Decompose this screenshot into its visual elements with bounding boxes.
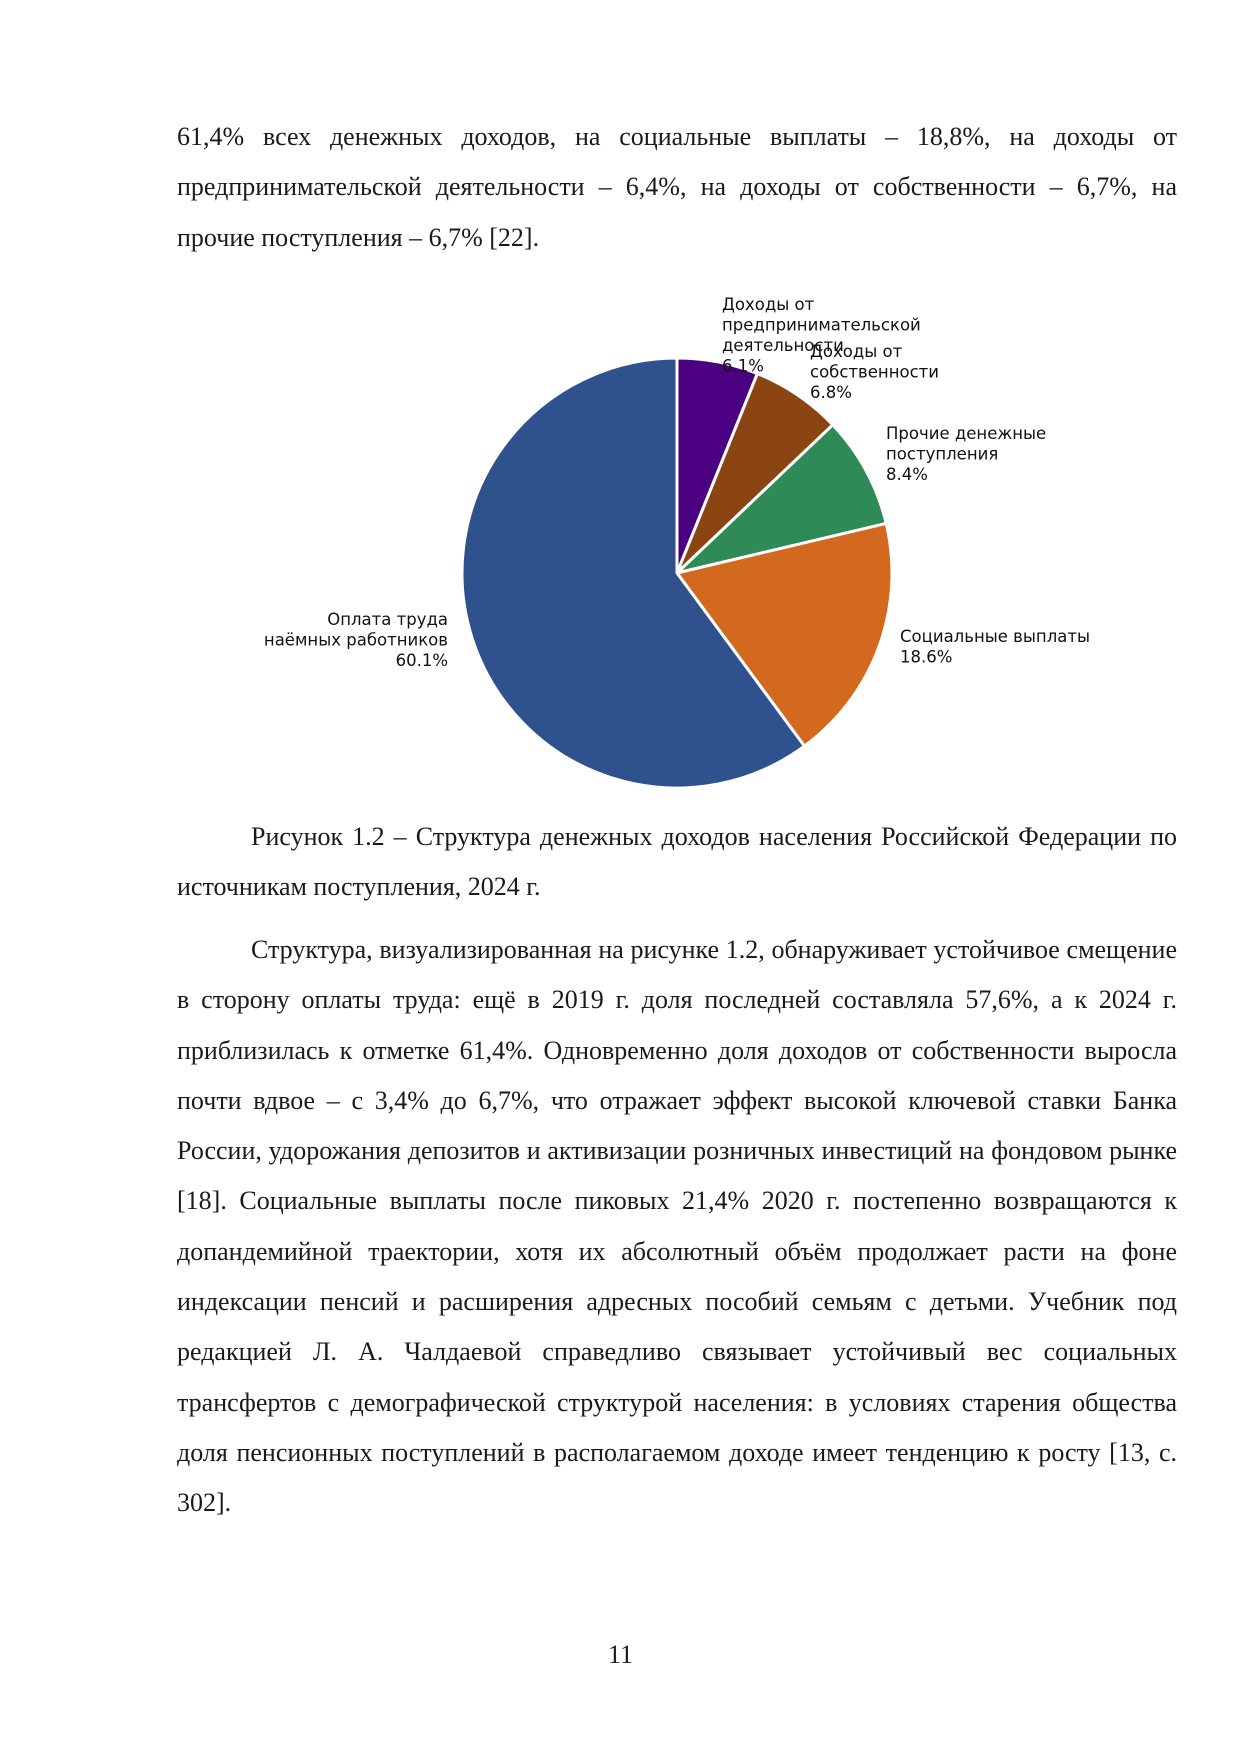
pie-slice-label: Доходы от собственности 6.8%: [810, 342, 939, 402]
pie-slice-label: Оплата труда наёмных работников 60.1%: [263, 610, 448, 670]
pie-slice-label: Прочие денежные поступления 8.4%: [886, 424, 1047, 484]
pie-slice-label: Доходы от предпринимательской деятельности 6.1%: [722, 295, 921, 376]
pie-slice-label: Социальные выплаты 18.6%: [900, 627, 1090, 667]
figure-caption: Рисунок 1.2 – Структура денежных доходов населения Российской Федерации по источникам поступления, 2024 г.: [177, 822, 1177, 902]
income-structure-pie-chart: [0, 280, 1241, 800]
analysis-paragraph: Структура, визуализированная на рисунке 1.2, обнаруживает устойчивое смещение в сторону оплаты труда: ещё в 2019 г. доля последней составляла 57,6%, а к 2024 г. приблизилась к отметке 61,4%. Одновременно доля доходов от собственности выросла почти вдвое – с 3,4% до 6,7%, что отражает эффект высокой ключевой ставки Банка России, удорожания депозитов и активизации розничных инвестиций на фондовом рынке [18]. Социальные выплаты после пиковых 21,4% 2020 г. постепенно возвращаются к допандемийной траектории, хотя их абсолютный объём продолжает расти на фоне индексации пенсий и расширения адресных пособий семьям с детьми. Учебник под редакцией Л. А. Чалдаевой справедливо связывает устойчивый вес социальных трансфертов с демографической структурой населения: в условиях старения общества доля пенсионных поступлений в располагаемом доходе имеет тенденцию к росту [13, с. 302].: [177, 935, 1177, 1518]
intro-paragraph: 61,4% всех денежных доходов, на социальные выплаты – 18,8%, на доходы от предпринимательской деятельности – 6,4%, на доходы от собственности – 6,7%, на прочие поступления – 6,7% [22].: [177, 122, 1177, 252]
page-number: 11: [607, 1640, 634, 1669]
